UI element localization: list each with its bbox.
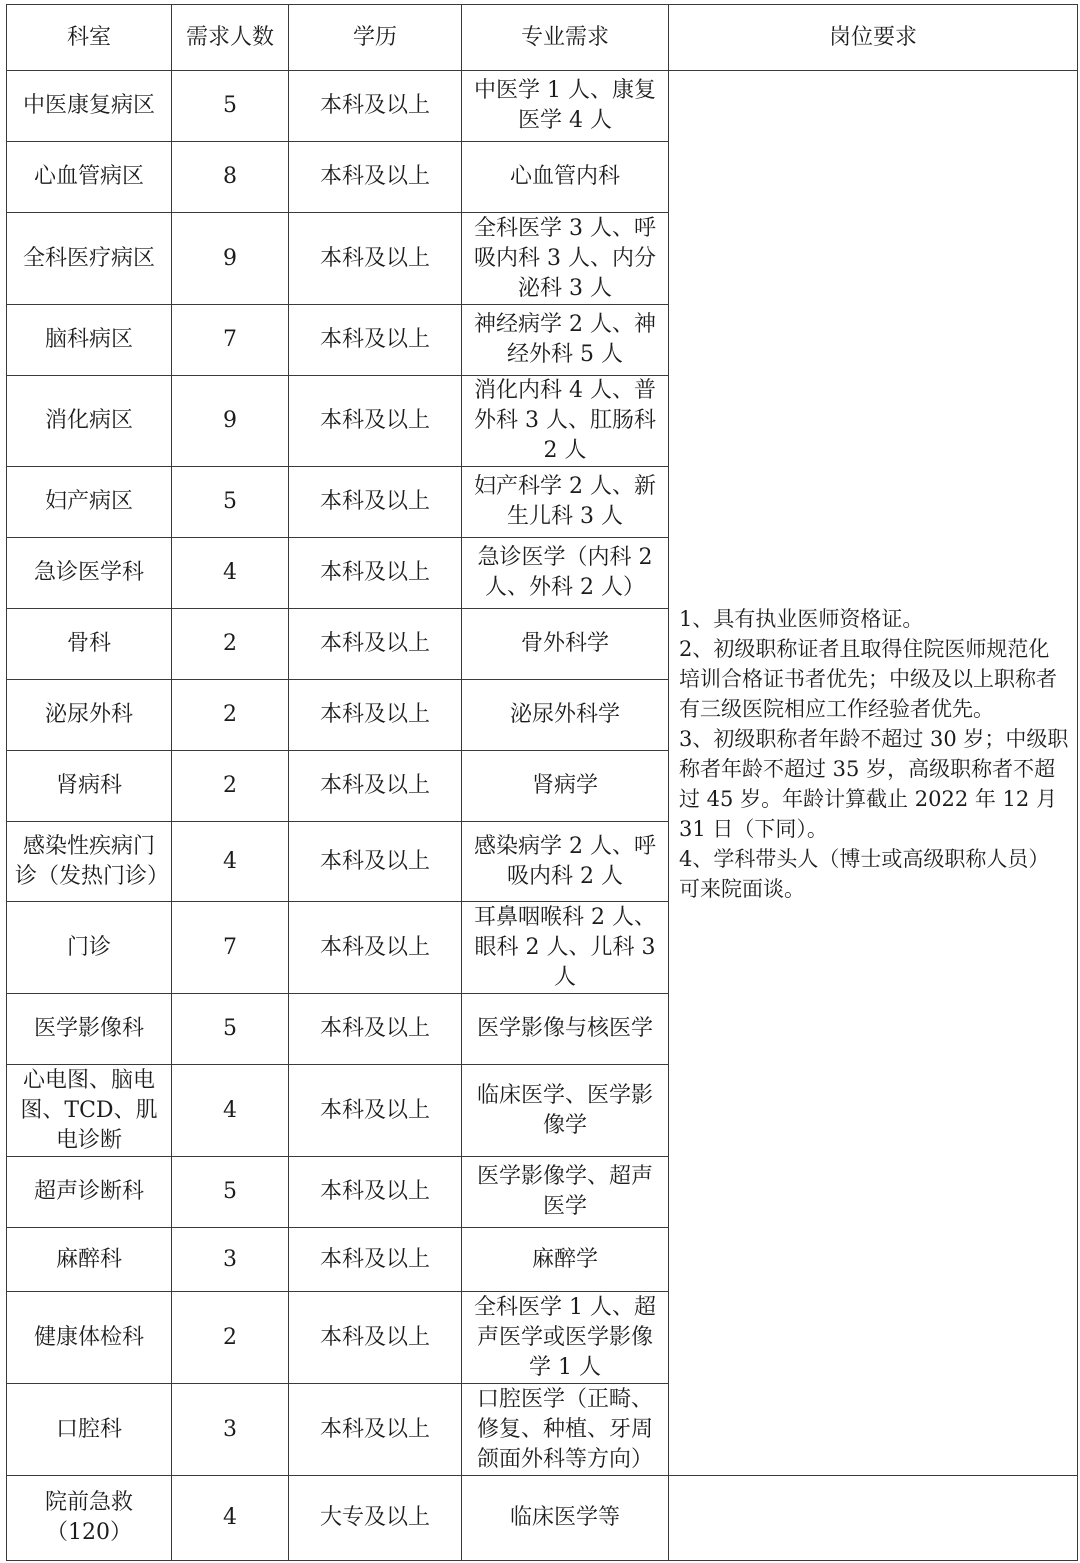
cell-major: 妇产科学 2 人、新生儿科 3 人 xyxy=(462,467,669,538)
requirement-item: 4、学科带头人（博士或高级职称人员）可来院面谈。 xyxy=(679,847,1050,901)
cell-department: 泌尿外科 xyxy=(7,680,172,751)
cell-education: 本科及以上 xyxy=(289,680,462,751)
header-major: 专业需求 xyxy=(462,5,669,71)
cell-requirement-empty xyxy=(669,1476,1078,1561)
cell-major: 麻醉学 xyxy=(462,1228,669,1292)
cell-major: 急诊医学（内科 2 人、外科 2 人） xyxy=(462,538,669,609)
cell-major: 心血管内科 xyxy=(462,142,669,213)
cell-count: 7 xyxy=(172,305,289,376)
cell-education: 本科及以上 xyxy=(289,142,462,213)
cell-department: 院前急救（120） xyxy=(7,1476,172,1561)
cell-count: 3 xyxy=(172,1384,289,1476)
table-header-row xyxy=(7,5,1078,71)
requirements-list xyxy=(679,604,1069,904)
cell-major: 耳鼻咽喉科 2 人、眼科 2 人、儿科 3 人 xyxy=(462,902,669,994)
cell-education: 本科及以上 xyxy=(289,467,462,538)
cell-major: 泌尿外科学 xyxy=(462,680,669,751)
cell-department: 急诊医学科 xyxy=(7,538,172,609)
header-requirements: 岗位要求 xyxy=(669,5,1078,71)
cell-department: 全科医疗病区 xyxy=(7,213,172,305)
cell-count: 4 xyxy=(172,822,289,902)
requirements-cell xyxy=(669,71,1078,1476)
cell-count: 3 xyxy=(172,1228,289,1292)
requirement-item: 2、初级职称证者且取得住院医师规范化培训合格证书者优先；中级及以上职称者有三级医院相应工作经验者优先。 xyxy=(679,637,1057,721)
requirement-item: 3、初级职称者年龄不超过 30 岁；中级职称者年龄不超过 35 岁，高级职称者不超过 45 岁。年龄计算截止 2022 年 12 月 31 日（下同）。 xyxy=(679,727,1069,841)
cell-major: 临床医学、医学影像学 xyxy=(462,1065,669,1157)
cell-major: 神经病学 2 人、神经外科 5 人 xyxy=(462,305,669,376)
table-row xyxy=(7,71,1078,142)
cell-major: 口腔医学（正畸、修复、种植、牙周颌面外科等方向） xyxy=(462,1384,669,1476)
cell-education: 本科及以上 xyxy=(289,71,462,142)
cell-department: 心电图、脑电图、TCD、肌电诊断 xyxy=(7,1065,172,1157)
cell-count: 2 xyxy=(172,680,289,751)
cell-education: 本科及以上 xyxy=(289,213,462,305)
cell-count: 4 xyxy=(172,538,289,609)
cell-education: 本科及以上 xyxy=(289,1228,462,1292)
cell-education: 本科及以上 xyxy=(289,751,462,822)
requirement-item: 1、具有执业医师资格证。 xyxy=(679,607,924,631)
cell-department: 健康体检科 xyxy=(7,1292,172,1384)
cell-department: 骨科 xyxy=(7,609,172,680)
cell-department: 口腔科 xyxy=(7,1384,172,1476)
cell-count: 4 xyxy=(172,1476,289,1561)
cell-major: 全科医学 1 人、超声医学或医学影像学 1 人 xyxy=(462,1292,669,1384)
cell-count: 2 xyxy=(172,609,289,680)
cell-department: 超声诊断科 xyxy=(7,1157,172,1228)
cell-department: 肾病科 xyxy=(7,751,172,822)
cell-major: 医学影像学、超声医学 xyxy=(462,1157,669,1228)
cell-education: 本科及以上 xyxy=(289,1065,462,1157)
cell-count: 7 xyxy=(172,902,289,994)
cell-major: 肾病学 xyxy=(462,751,669,822)
cell-major: 临床医学等 xyxy=(462,1476,669,1561)
cell-department: 心血管病区 xyxy=(7,142,172,213)
cell-count: 8 xyxy=(172,142,289,213)
cell-department: 消化病区 xyxy=(7,376,172,467)
cell-education: 本科及以上 xyxy=(289,305,462,376)
cell-count: 5 xyxy=(172,467,289,538)
cell-education: 本科及以上 xyxy=(289,1292,462,1384)
cell-major: 感染病学 2 人、呼吸内科 2 人 xyxy=(462,822,669,902)
cell-education: 本科及以上 xyxy=(289,902,462,994)
table-row xyxy=(7,1476,1078,1561)
cell-department: 门诊 xyxy=(7,902,172,994)
cell-education: 本科及以上 xyxy=(289,994,462,1065)
cell-education: 本科及以上 xyxy=(289,1157,462,1228)
header-count: 需求人数 xyxy=(172,5,289,71)
cell-count: 2 xyxy=(172,751,289,822)
cell-count: 5 xyxy=(172,71,289,142)
cell-department: 妇产病区 xyxy=(7,467,172,538)
cell-major: 消化内科 4 人、普外科 3 人、肛肠科 2 人 xyxy=(462,376,669,467)
cell-major: 中医学 1 人、康复医学 4 人 xyxy=(462,71,669,142)
cell-department: 麻醉科 xyxy=(7,1228,172,1292)
cell-count: 5 xyxy=(172,994,289,1065)
cell-major: 全科医学 3 人、呼吸内科 3 人、内分泌科 3 人 xyxy=(462,213,669,305)
cell-department: 感染性疾病门诊（发热门诊） xyxy=(7,822,172,902)
header-department: 科室 xyxy=(7,5,172,71)
cell-education: 本科及以上 xyxy=(289,822,462,902)
cell-department: 中医康复病区 xyxy=(7,71,172,142)
recruitment-table xyxy=(6,4,1078,1561)
cell-education: 本科及以上 xyxy=(289,1384,462,1476)
cell-count: 5 xyxy=(172,1157,289,1228)
cell-education: 大专及以上 xyxy=(289,1476,462,1561)
cell-education: 本科及以上 xyxy=(289,376,462,467)
cell-major: 医学影像与核医学 xyxy=(462,994,669,1065)
cell-education: 本科及以上 xyxy=(289,538,462,609)
cell-education: 本科及以上 xyxy=(289,609,462,680)
cell-count: 2 xyxy=(172,1292,289,1384)
cell-major: 骨外科学 xyxy=(462,609,669,680)
cell-count: 9 xyxy=(172,376,289,467)
cell-department: 脑科病区 xyxy=(7,305,172,376)
cell-department: 医学影像科 xyxy=(7,994,172,1065)
cell-count: 4 xyxy=(172,1065,289,1157)
header-education: 学历 xyxy=(289,5,462,71)
cell-count: 9 xyxy=(172,213,289,305)
